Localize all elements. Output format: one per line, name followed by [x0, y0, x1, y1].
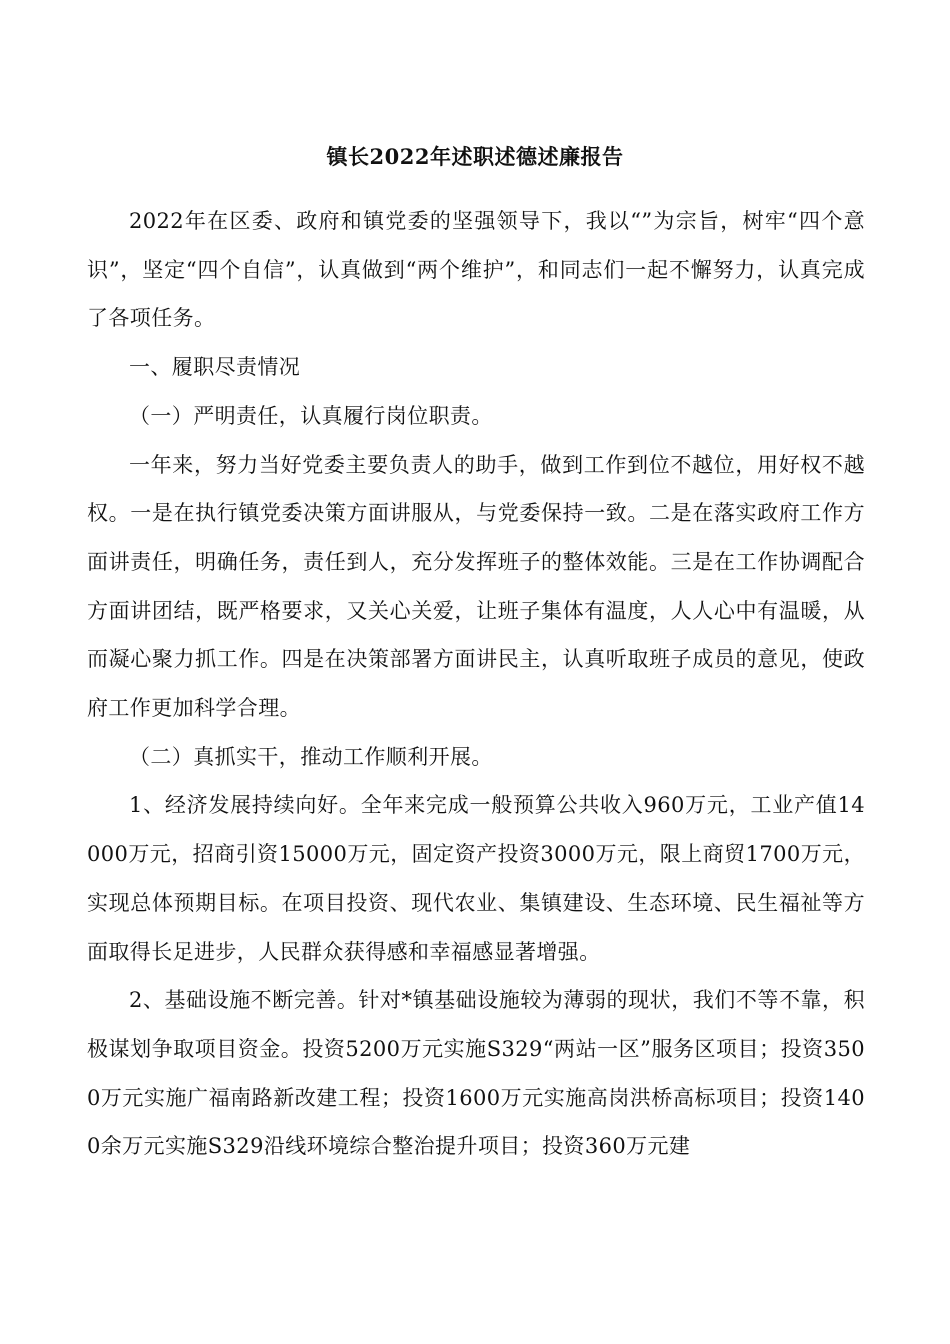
document-title: 镇长2022年述职述德述廉报告	[326, 144, 624, 169]
section-heading-1: 一、履职尽责情况	[129, 355, 301, 380]
paragraph-economy: 1、经济发展持续向好。全年来完成一般预算公共收入960万元，工业产值14000万元，招商引资15000万元，固定资产投资3000万元，限上商贸1700万元，实现总体预期目标。在项目投资、现代农业、集镇建设、生态环境、民生福祉等方面取得长足进步，人民群众获得感和幸福感显著增强。	[87, 793, 865, 964]
subsection-heading-1: （一）严明责任，认真履行岗位职责。	[129, 403, 493, 428]
document-body	[87, 197, 865, 1171]
paragraph-infrastructure: 2、基础设施不断完善。针对*镇基础设施较为薄弱的现状，我们不等不靠，积极谋划争取项目资金。投资5200万元实施S329“两站一区”服务区项目；投资3500万元实施广福南路新改建工程；投资1600万元实施高岗洪桥高标项目；投资1400余万元实施S329沿线环境综合整治提升项目；投资360万元建	[87, 988, 865, 1159]
paragraph-intro: 2022年在区委、政府和镇党委的坚强领导下，我以“”为宗旨，树牢“四个意识”，坚定“四个自信”，认真做到“两个维护”，和同志们一起不懈努力，认真完成了各项任务。	[87, 209, 865, 331]
paragraph-duties: 一年来，努力当好党委主要负责人的助手，做到工作到位不越位，用好权不越权。一是在执行镇党委决策方面讲服从，与党委保持一致。二是在落实政府工作方面讲责任，明确任务，责任到人，充分发挥班子的整体效能。三是在工作协调配合方面讲团结，既严格要求，又关心关爱，让班子集体有温度，人人心中有温暖，从而凝心聚力抓工作。四是在决策部署方面讲民主，认真听取班子成员的意见，使政府工作更加科学合理。	[87, 452, 865, 721]
subsection-heading-2: （二）真抓实干，推动工作顺利开展。	[129, 744, 493, 769]
